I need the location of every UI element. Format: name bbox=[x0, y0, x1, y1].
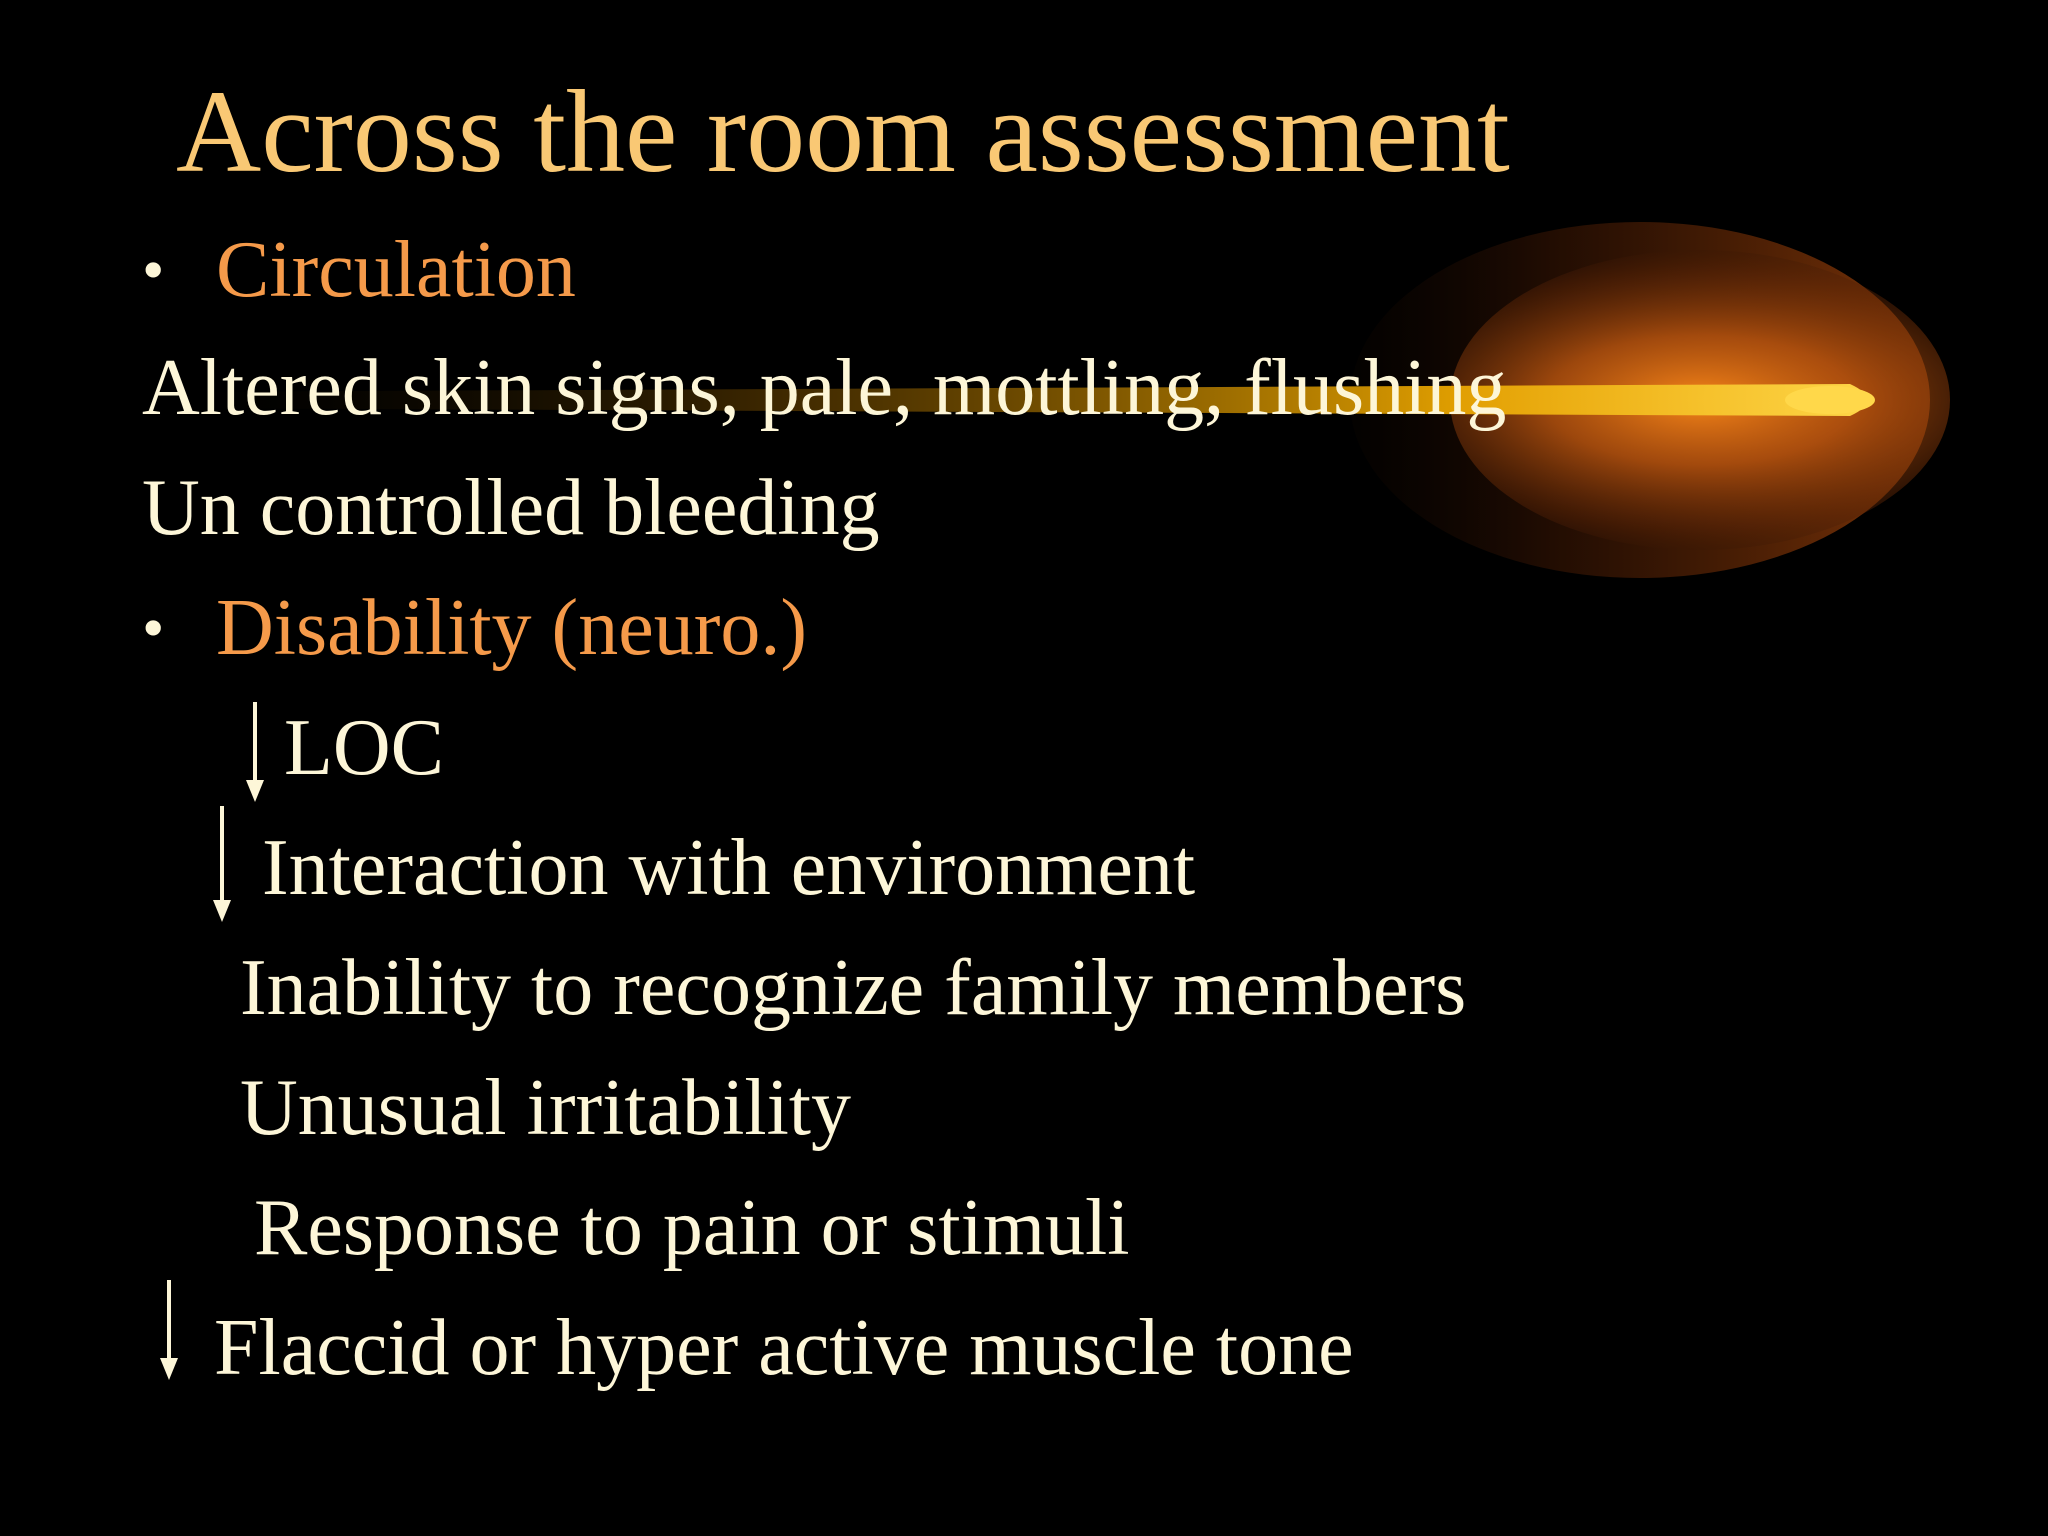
list-item: Un controlled bleeding bbox=[142, 464, 880, 552]
bullet-heading-circulation: Circulation bbox=[216, 226, 576, 314]
bullet-dot: • bbox=[142, 592, 165, 663]
list-item: Inability to recognize family members bbox=[240, 944, 1467, 1032]
list-item: Unusual irritability bbox=[240, 1064, 852, 1152]
bullet-dot: • bbox=[142, 234, 165, 305]
slide-title: Across the room assessment bbox=[176, 66, 1510, 197]
down-arrow-icon bbox=[243, 700, 267, 804]
list-item: Response to pain or stimuli bbox=[254, 1184, 1130, 1272]
down-arrow-icon bbox=[157, 1278, 181, 1382]
bullet-heading-disability: Disability (neuro.) bbox=[216, 584, 807, 672]
down-arrow-icon bbox=[210, 804, 234, 924]
list-item: Flaccid or hyper active muscle tone bbox=[214, 1304, 1354, 1392]
list-item: Altered skin signs, pale, mottling, flushing bbox=[142, 344, 1507, 432]
list-item: LOC bbox=[284, 704, 444, 792]
list-item: Interaction with environment bbox=[262, 824, 1196, 912]
